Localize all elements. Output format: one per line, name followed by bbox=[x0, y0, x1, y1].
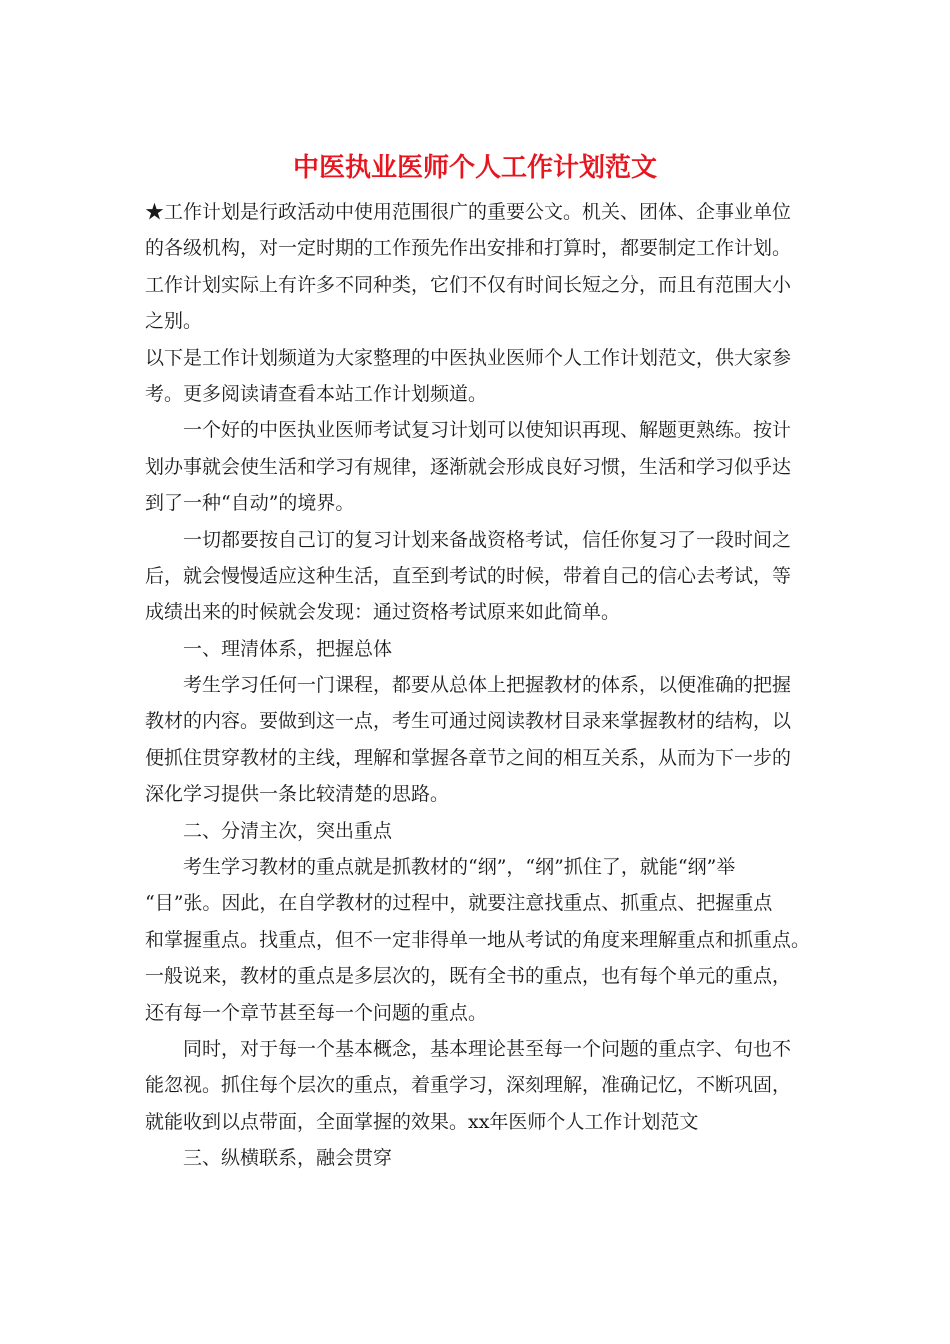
document-body bbox=[145, 194, 810, 1177]
text-line: 成绩出来的时候就会发现：通过资格考试原来如此简单。 bbox=[145, 601, 621, 624]
text-line: 划办事就会使生活和学习有规律，逐渐就会形成良好习惯，生活和学习似乎达 bbox=[145, 455, 792, 478]
text-line: “目”张。因此，在自学教材的过程中，就要注意找重点、抓重点、把握重点 bbox=[145, 892, 773, 915]
text-line: 教材的内容。要做到这一点，考生可通过阅读教材目录来掌握教材的结构，以 bbox=[145, 710, 792, 733]
text-line: 便抓住贯穿教材的主线，理解和掌握各章节之间的相互关系，从而为下一步的 bbox=[145, 746, 792, 769]
text-line: 一般说来，教材的重点是多层次的，既有全书的重点，也有每个单元的重点， bbox=[145, 965, 792, 988]
text-line: 之别。 bbox=[145, 310, 203, 333]
text-line: 的各级机构，对一定时期的工作预先作出安排和打算时，都要制定工作计划。 bbox=[145, 237, 792, 260]
paragraph-body bbox=[145, 1031, 810, 1140]
text-line: 能忽视。抓住每个层次的重点，着重学习，深刻理解，准确记忆，不断巩固， bbox=[145, 1074, 792, 1097]
text-line: 考。更多阅读请查看本站工作计划频道。 bbox=[145, 382, 488, 405]
paragraph-body bbox=[145, 849, 810, 1031]
paragraph-channel-note bbox=[145, 340, 810, 413]
text-line: 考生学习教材的重点就是抓教材的“纲”，“纲”抓住了，就能“纲”举 bbox=[183, 856, 736, 879]
text-line: 深化学习提供一条比较清楚的思路。 bbox=[145, 783, 450, 806]
text-line: 一、理清体系，把握总体 bbox=[183, 637, 393, 660]
text-line: 后，就会慢慢适应这种生活，直至到考试的时候，带着自己的信心去考试，等 bbox=[145, 564, 792, 587]
text-line: 工作计划实际上有许多不同种类，它们不仅有时间长短之分，而且有范围大小 bbox=[145, 273, 792, 296]
text-line: 考生学习任何一门课程，都要从总体上把握教材的体系，以便准确的把握 bbox=[183, 674, 792, 697]
text-line: 以下是工作计划频道为大家整理的中医执业医师个人工作计划范文，供大家参 bbox=[145, 346, 792, 369]
text-line: 就能收到以点带面，全面掌握的效果。xx年医师个人工作计划范文 bbox=[145, 1110, 699, 1133]
section-heading bbox=[145, 813, 810, 849]
text-line: 还有每一个章节甚至每一个问题的重点。 bbox=[145, 1001, 488, 1024]
section-heading bbox=[145, 1140, 810, 1176]
text-line: 二、分清主次，突出重点 bbox=[183, 819, 393, 842]
paragraph-intro bbox=[145, 194, 810, 340]
text-line: 一切都要按自己订的复习计划来备战资格考试，信任你复习了一段时间之 bbox=[183, 528, 792, 551]
document-title: 中医执业医师个人工作计划范文 bbox=[292, 153, 657, 183]
section-heading bbox=[145, 631, 810, 667]
text-line: 到了一种“自动”的境界。 bbox=[145, 492, 355, 515]
text-line: 和掌握重点。找重点，但不一定非得单一地从考试的角度来理解重点和抓重点。 bbox=[145, 928, 811, 951]
paragraph-body bbox=[145, 522, 810, 631]
text-line: ★工作计划是行政活动中使用范围很广的重要公文。机关、团体、企事业单位 bbox=[145, 201, 792, 223]
text-line: 三、纵横联系，融会贯穿 bbox=[183, 1147, 393, 1170]
text-line: 同时，对于每一个基本概念，基本理论甚至每一个问题的重点字、句也不 bbox=[183, 1037, 792, 1060]
text-line: 一个好的中医执业医师考试复习计划可以使知识再现、解题更熟练。按计 bbox=[183, 419, 792, 442]
paragraph-body bbox=[145, 667, 810, 813]
paragraph-body bbox=[145, 412, 810, 521]
